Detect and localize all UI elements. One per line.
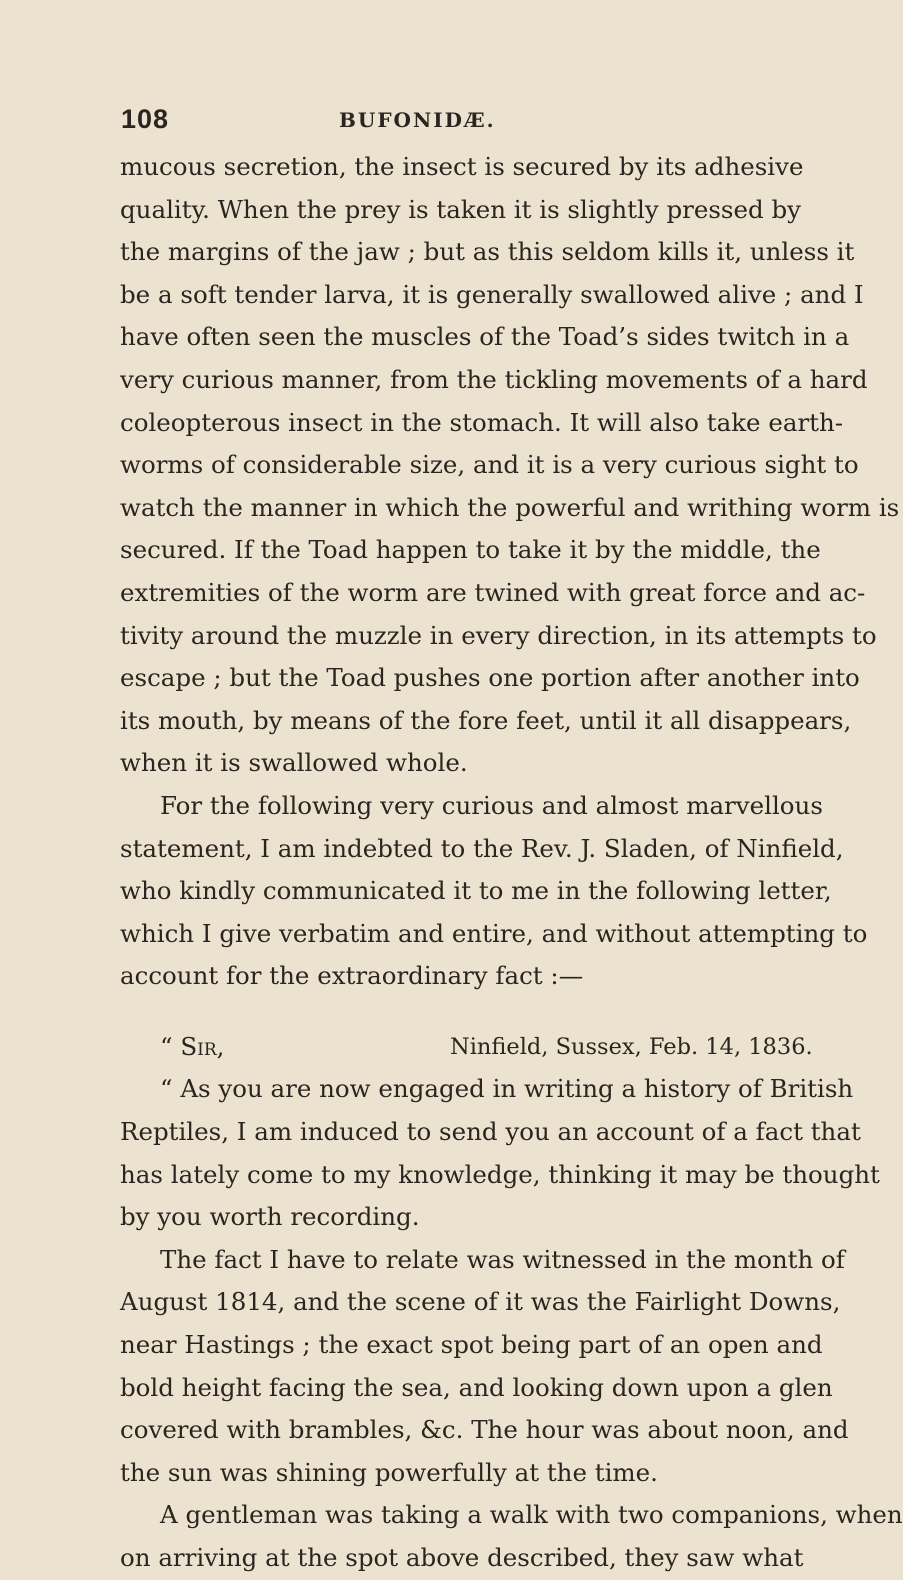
text-line: by you worth recording. [120,1202,420,1232]
text-line: statement, I am indebted to the Rev. J. Sladen, of Ninfield, [120,833,844,863]
text-line: covered with brambles, &c. The hour was about noon, and [120,1415,849,1445]
text-line: extremities of the worm are twined with great force and ac- [120,577,866,607]
text-line: A gentleman was taking a walk with two companions, when [160,1500,903,1530]
text-line: Reptiles, I am induced to send you an account of a fact that [120,1117,861,1147]
text-line: has lately come to my knowledge, thinking it may be thought [120,1159,880,1189]
text-line: when it is swallowed whole. [120,748,468,778]
text-line: the margins of the jaw ; but as this seldom kills it, unless it [120,237,855,267]
page-number: 108 [121,104,170,134]
text-line: mucous secretion, the insect is secured by its adhesive [120,152,804,181]
text-line: which I give verbatim and entire, and without attempting to [120,918,868,948]
text-line: very curious manner, from the tickling movements of a hard [120,364,868,394]
text-line: secured. If the Toad happen to take it by the middle, the [120,535,821,565]
text-line: “ As you are now engaged in writing a history of British [160,1074,854,1104]
body-text [120,146,903,1580]
text-line: on arriving at the spot above described, they saw what [120,1543,804,1572]
text-line: its mouth, by means of the fore feet, until it all disappears, [120,705,852,735]
text-line: the sun was shining powerfully at the time. [120,1457,658,1487]
text-line: For the following very curious and almost marvellous [160,790,823,820]
text-line: tivity around the muzzle in every direction, in its attempts to [120,620,877,650]
text-line: bold height facing the sea, and looking down upon a glen [120,1372,833,1402]
section-gap [120,998,775,1026]
letter-salutation: “ Sir, [160,1031,225,1061]
text-line: have often seen the muscles of the Toad’s sides twitch in a [120,322,850,352]
text-line: watch the manner in which the powerful and writhing worm is [120,492,900,522]
text-line: who kindly communicated it to me in the following letter, [120,876,832,906]
text-line: account for the extraordinary fact :— [120,961,584,991]
page-header [121,104,774,140]
text-line: near Hastings ; the exact spot being part of an open and [120,1330,823,1360]
letter-heading [120,1026,813,1069]
running-head: BUFONIDÆ. [339,108,496,132]
text-line: quality. When the prey is taken it is slightly pressed by [120,194,801,224]
text-line: coleopterous insect in the stomach. It will also take earth- [120,407,844,437]
letter-dateline: Ninfield, Sussex, Feb. 14, 1836. [450,1033,813,1060]
text-line: be a soft tender larva, it is generally swallowed alive ; and I [120,279,864,309]
text-line: August 1814, and the scene of it was the Fairlight Downs, [120,1287,841,1317]
text-line: The fact I have to relate was witnessed in the month of [160,1244,845,1274]
text-line: worms of considerable size, and it is a very curious sight to [120,450,859,480]
text-line: escape ; but the Toad pushes one portion after another into [120,663,860,693]
